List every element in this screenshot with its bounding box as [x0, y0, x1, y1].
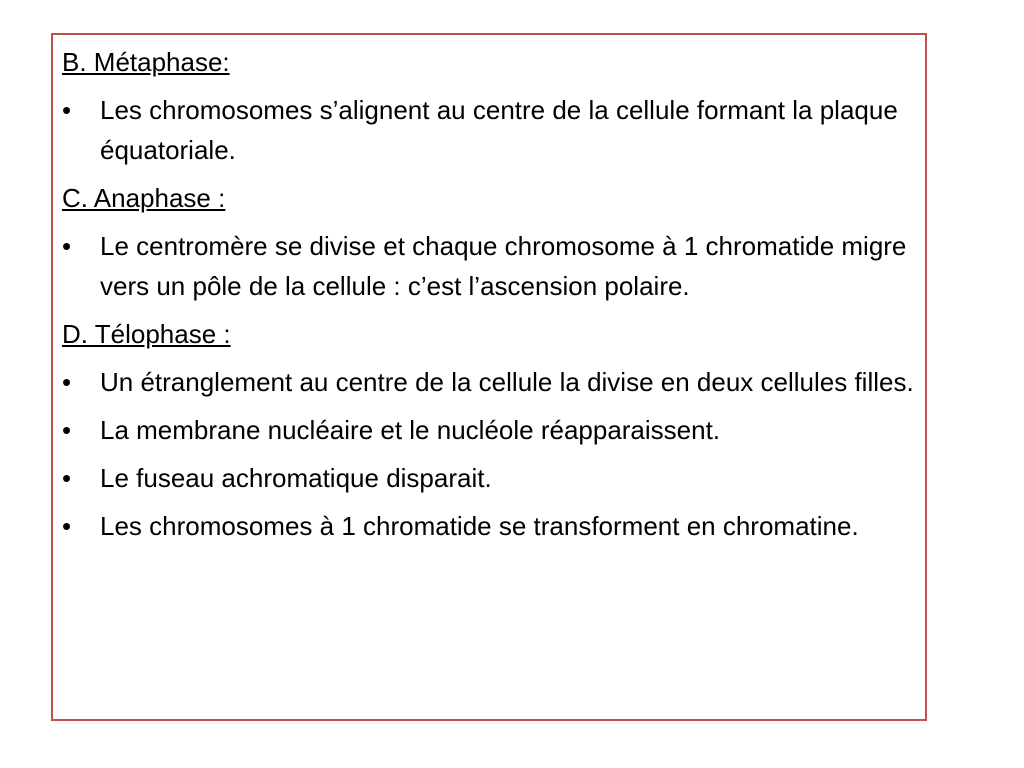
- bullet-text: Le fuseau achromatique disparait.: [100, 463, 492, 493]
- bullet-item: [62, 506, 924, 546]
- bullet-icon: •: [62, 463, 72, 493]
- bullet-icon: •: [62, 231, 72, 261]
- section-heading-anaphase: C. Anaphase :: [62, 183, 226, 213]
- bullet-icon: •: [62, 95, 72, 125]
- section-heading-telophase: D. Télophase :: [62, 319, 231, 349]
- bullet-icon: •: [62, 367, 72, 397]
- bullet-text: Les chromosomes s’alignent au centre de la cellule formant la plaque équatoriale.: [100, 95, 898, 165]
- bullet-item: [62, 226, 924, 306]
- bullet-text: Les chromosomes à 1 chromatide se transforment en chromatine.: [100, 511, 859, 541]
- bullet-item: [62, 458, 924, 498]
- bullet-item: [62, 410, 924, 450]
- bullet-item: [62, 90, 924, 170]
- bullet-text: La membrane nucléaire et le nucléole réapparaissent.: [100, 415, 721, 445]
- content-text-box: [62, 42, 924, 554]
- bullet-icon: •: [62, 415, 72, 445]
- bullet-text: Un étranglement au centre de la cellule la divise en deux cellules filles.: [100, 367, 914, 397]
- bullet-item: [62, 362, 924, 402]
- section-heading-metaphase: B. Métaphase:: [62, 47, 230, 77]
- bullet-icon: •: [62, 511, 72, 541]
- bullet-text: Le centromère se divise et chaque chromosome à 1 chromatide migre vers un pôle de la cellule : c’est l’ascension polaire.: [100, 231, 907, 301]
